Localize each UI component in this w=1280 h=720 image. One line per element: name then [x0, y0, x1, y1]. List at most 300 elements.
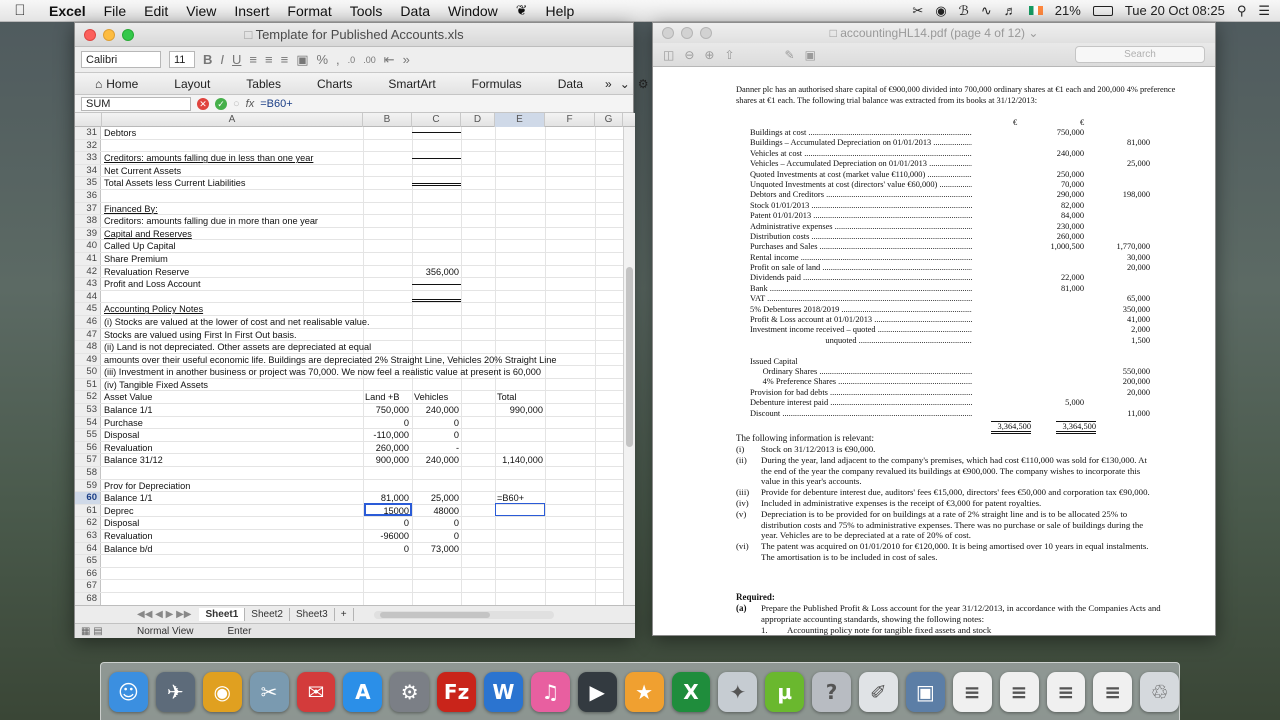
cell-a[interactable]: Revaluation Reserve — [104, 266, 190, 277]
row-header[interactable]: 68 — [75, 593, 101, 605]
trial-balance-row — [750, 159, 1150, 169]
row-header[interactable]: 64 — [75, 543, 101, 555]
row-header[interactable]: 54 — [75, 417, 101, 429]
vertical-scrollbar[interactable] — [623, 127, 635, 605]
trial-balance-row — [750, 252, 1150, 263]
share-icon[interactable]: ⇧ — [724, 47, 735, 62]
table-row — [75, 543, 635, 556]
table-row — [75, 454, 635, 467]
cell-a[interactable]: Accounting Policy Notes — [104, 304, 204, 315]
menu-format[interactable]: Format — [287, 2, 332, 19]
column-header-e[interactable]: E — [495, 113, 545, 127]
info-heading: The following information is relevant: — [736, 433, 874, 443]
menu-view[interactable]: View — [186, 2, 217, 19]
note-text: Stock on 31/12/2013 is €90,000. — [761, 444, 876, 454]
excel-dock-icon[interactable]: X — [672, 672, 711, 712]
cell-b[interactable]: Land +B — [365, 392, 400, 403]
font-name-select[interactable]: Calibri — [81, 51, 161, 68]
indent-icon[interactable]: ⇤ — [383, 51, 395, 67]
currency-icon[interactable]: ▣ — [296, 51, 309, 67]
utorrent-dock-icon[interactable]: µ — [765, 672, 804, 712]
cell-a[interactable]: Profit and Loss Account — [104, 279, 201, 290]
tab-data[interactable]: Data — [557, 76, 584, 91]
trial-balance-label: Profit on sale of land ..... — [750, 263, 972, 273]
table-row — [75, 152, 635, 165]
column-header-a[interactable]: A — [102, 113, 363, 127]
table-row — [75, 341, 635, 354]
note-item — [736, 487, 1156, 498]
sheet-tab-2[interactable]: Sheet2 — [245, 608, 290, 621]
italic-icon[interactable]: I — [220, 52, 225, 67]
trial-balance-label: 5% Debentures 2018/2019 ..... — [750, 305, 972, 315]
trial-balance-label: Patent 01/01/2013 ..... — [750, 211, 972, 221]
bluetooth-icon[interactable]: ℬ — [958, 2, 969, 18]
trial-balance-cr: 1,500 — [1131, 335, 1150, 345]
status-mode: Enter — [227, 625, 252, 637]
doc-stack-1-dock-icon[interactable]: ≡ — [953, 672, 992, 712]
preview-titlebar — [653, 23, 1215, 43]
view-toggle-icons[interactable]: ▦ ▤ — [81, 625, 103, 637]
cell-a[interactable]: Balance 1/1 — [104, 405, 153, 416]
cell-c[interactable]: 240,000 — [425, 405, 459, 416]
row-header[interactable]: 49 — [75, 354, 101, 366]
column-header-f[interactable]: F — [545, 113, 595, 127]
trial-balance-cr: 25,000 — [1126, 159, 1150, 169]
note-text: The patent was acquired on 01/01/2010 for €120,000. It is being amortised over 10 years in equal instalments. The amortisation is to be included in cost of sales. — [761, 541, 1149, 562]
table-row — [75, 303, 635, 316]
trial-balance-dr: 22,000 — [1060, 273, 1084, 283]
align-center-icon[interactable]: ≡ — [265, 52, 273, 67]
row-header[interactable]: 42 — [75, 266, 101, 278]
underline-icon[interactable]: U — [232, 52, 242, 67]
cell-a[interactable]: Stocks are valued using First In First Out basis. — [104, 329, 297, 340]
decrease-decimal-icon[interactable]: .00 — [363, 54, 376, 65]
table-row — [75, 417, 635, 430]
tab-smartart[interactable]: SmartArt — [388, 76, 436, 91]
note-number: (iii) — [736, 487, 750, 498]
table-row — [75, 165, 635, 178]
image-viewer-dock-icon[interactable]: ▣ — [906, 672, 945, 712]
cell-a[interactable]: Debtors — [104, 128, 137, 138]
table-row — [75, 329, 635, 342]
column-header-d[interactable]: D — [461, 113, 495, 127]
note-item — [736, 444, 1156, 455]
trial-balance-dr: 81,000 — [1060, 283, 1084, 293]
doc-stack-3-dock-icon[interactable]: ≡ — [1047, 672, 1086, 712]
row-header[interactable]: 66 — [75, 568, 101, 580]
align-left-icon[interactable]: ≡ — [249, 52, 257, 67]
wireless-dock-icon[interactable]: ✦ — [718, 672, 757, 712]
fx-label[interactable]: fx — [245, 97, 255, 110]
apple-menu-icon[interactable] — [0, 2, 40, 19]
trial-balance-label: Stock 01/01/2013 ..... — [750, 201, 972, 211]
row-header[interactable]: 67 — [75, 580, 101, 592]
table-row — [75, 530, 635, 543]
note-number: (i) — [736, 444, 745, 454]
cell-c[interactable]: 25,000 — [430, 493, 459, 504]
menu-file[interactable]: File — [103, 2, 127, 19]
trial-balance-dr: 290,000 — [1056, 190, 1084, 200]
trial-balance-row — [750, 201, 1110, 211]
chrome-dock-icon[interactable]: ◉ — [203, 672, 242, 712]
table-row — [75, 253, 635, 266]
toolbox-icon[interactable]: ▣ — [804, 47, 816, 62]
cell-b[interactable]: 0 — [403, 518, 409, 529]
cell-e[interactable]: 1,140,000 — [502, 455, 543, 466]
menu-window[interactable]: Window — [448, 2, 498, 19]
row-header[interactable]: 58 — [75, 467, 101, 479]
annotate-icon[interactable]: ✎ — [784, 47, 795, 62]
row-header[interactable]: 62 — [75, 517, 101, 529]
search-input[interactable]: Search — [1075, 46, 1205, 63]
row-header[interactable]: 33 — [75, 152, 101, 164]
spotlight-icon[interactable]: ⚲ — [1236, 2, 1247, 18]
menu-data[interactable]: Data — [400, 2, 430, 19]
note-text: Provide for debenture interest due, auditors' fees €15,000, directors' fees €50,000 and corporation tax €90,000. — [761, 487, 1150, 498]
table-row — [75, 278, 635, 291]
cell-a[interactable]: Balance 31/12 — [104, 455, 163, 466]
trial-balance-row — [750, 284, 1110, 294]
trial-balance-row — [750, 170, 1110, 180]
cell-a[interactable]: Balance b/d — [104, 543, 153, 554]
percent-icon[interactable]: % — [316, 52, 329, 67]
scissors-icon[interactable]: ✂ — [912, 2, 924, 18]
trial-balance-row — [750, 304, 1150, 315]
app-menu[interactable]: Excel — [49, 2, 86, 19]
table-row — [75, 366, 635, 379]
function-icon[interactable]: ○ — [233, 97, 240, 110]
trial-balance-row — [750, 242, 1150, 252]
trial-balance-row — [750, 346, 1110, 356]
doc-stack-2-dock-icon[interactable]: ≡ — [1000, 672, 1039, 712]
formula-bar — [75, 95, 633, 113]
cell-a[interactable]: Called Up Capital — [104, 241, 176, 252]
ribbon-overflow-icon[interactable]: » — [605, 76, 612, 91]
note-number: (ii) — [736, 454, 747, 465]
trial-balance-label: Provision for bad debts ..... — [750, 388, 972, 398]
cell-a[interactable]: (iv) Tangible Fixed Assets — [104, 379, 208, 390]
finder-dock-icon[interactable]: ☺ — [109, 672, 148, 712]
tab-formulas[interactable]: Formulas — [471, 76, 522, 91]
row-header[interactable]: 48 — [75, 341, 101, 353]
question-intro: Danner plc has an authorised share capital of €900,000 divided into 700,000 ordinary shares at €1 each and 200,000 4% preference shares at €1 each. The following trial balance was extracted from its books at 31/12/2013: — [736, 85, 1176, 105]
add-sheet-button[interactable]: + — [335, 608, 354, 621]
tab-home[interactable]: Home — [106, 76, 139, 91]
table-row — [75, 492, 635, 505]
trial-balance-row — [750, 222, 1110, 232]
trial-balance-row — [750, 408, 1150, 419]
selected-cell-b60[interactable] — [364, 503, 412, 516]
row-header[interactable]: 37 — [75, 203, 101, 215]
row-header[interactable]: 52 — [75, 391, 101, 403]
table-row — [75, 480, 635, 493]
trial-balance-cr: 550,000 — [1122, 366, 1150, 376]
zoom-in-icon[interactable]: ⊕ — [704, 47, 715, 62]
cell-b[interactable]: 750,000 — [375, 405, 409, 416]
cell-b[interactable]: -96000 — [380, 531, 409, 541]
trial-balance-cr: 198,000 — [1122, 190, 1150, 200]
menu-insert[interactable]: Insert — [234, 2, 270, 19]
trial-balance-row — [750, 294, 1150, 304]
itunes-dock-icon[interactable]: ♫ — [531, 672, 570, 712]
row-header[interactable]: 53 — [75, 404, 101, 416]
trial-balance-label: Quoted Investments at cost (market value €110,000) ..... — [750, 170, 972, 180]
cell-c[interactable]: 240,000 — [425, 455, 459, 466]
menu-tools[interactable]: Tools — [349, 2, 383, 19]
cell-c[interactable]: 73,000 — [430, 543, 459, 554]
menu-help[interactable]: Help — [545, 2, 575, 19]
battery-icon — [1093, 6, 1113, 16]
trial-balance-row — [750, 180, 1110, 190]
row-header[interactable]: 60 — [75, 492, 101, 504]
note-text: Included in administrative expenses is the receipt of €3,000 for patent royalties. — [761, 497, 1042, 508]
chevron-down-icon[interactable]: ⌄ — [1028, 26, 1039, 40]
row-header[interactable]: 34 — [75, 165, 101, 177]
horizontal-scroll-thumb[interactable] — [380, 612, 490, 618]
flag-icon[interactable] — [1029, 6, 1043, 15]
cell-a[interactable]: Prov for Depreciation — [104, 480, 191, 491]
trial-balance-label: Rental income ..... — [750, 253, 972, 263]
table-row — [75, 505, 635, 518]
cell-a[interactable]: Net Current Assets — [104, 165, 182, 176]
cell-a[interactable]: Deprec — [104, 505, 134, 516]
tab-charts[interactable]: Charts — [316, 76, 353, 91]
font-size-select[interactable]: 11 — [169, 51, 195, 68]
cell-e[interactable]: Total — [497, 392, 517, 403]
script-menu-icon[interactable]: ❦ — [515, 2, 528, 18]
trial-balance-label: Vehicles – Accumulated Depreciation on 01/01/2013 ..... — [750, 159, 972, 169]
cell-a[interactable]: Capital and Reserves — [104, 228, 192, 239]
name-box[interactable]: SUM — [81, 97, 191, 111]
camera-icon[interactable]: ◉ — [935, 2, 947, 18]
cell-c[interactable]: 356,000 — [425, 266, 459, 277]
trial-balance-label: Bank ..... — [750, 284, 972, 294]
cell-b[interactable]: -110,000 — [373, 430, 409, 441]
tab-tables[interactable]: Tables — [246, 76, 281, 91]
cell-a[interactable]: Balance 1/1 — [104, 493, 153, 504]
row-header[interactable]: 40 — [75, 240, 101, 252]
row-header[interactable]: 38 — [75, 215, 101, 227]
column-header-row — [75, 113, 635, 127]
required-a: Prepare the Published Profit & Loss account for the year 31/12/2013, in accordance with the Companies Acts and appropriate accounting standards, showing the following notes: — [761, 603, 1161, 624]
cell-a[interactable]: (i) Stocks are valued at the lower of cost and net realisable value. — [104, 316, 370, 327]
pdf-icon: □ — [829, 26, 837, 40]
trial-balance-label: Purchases and Sales ..... — [750, 242, 972, 252]
row-header[interactable]: 47 — [75, 329, 101, 341]
note-number: (vi) — [736, 541, 749, 552]
row-header[interactable]: 57 — [75, 454, 101, 466]
row-header[interactable]: 63 — [75, 530, 101, 542]
cell-b[interactable]: 81,000 — [380, 493, 409, 504]
help-dock-icon[interactable]: ? — [812, 672, 851, 712]
menu-edit[interactable]: Edit — [144, 2, 169, 19]
cell-a[interactable]: Disposal — [104, 518, 140, 529]
document-icon: □ — [244, 27, 253, 42]
status-bar — [75, 623, 635, 638]
sheet-nav-arrows-icon[interactable]: ◀◀ ◀ ▶ ▶▶ — [137, 609, 192, 620]
bold-icon[interactable]: B — [203, 52, 213, 67]
scroll-thumb[interactable] — [626, 267, 633, 447]
currency-header-cr: € — [1080, 118, 1085, 127]
battery-text[interactable]: 21% — [1054, 3, 1081, 18]
trial-balance-cr: 20,000 — [1126, 263, 1150, 273]
cell-b[interactable]: 900,000 — [375, 455, 409, 466]
row-header[interactable]: 61 — [75, 505, 101, 517]
cell-a[interactable]: Creditors: amounts falling due in less than one year — [104, 153, 314, 164]
wifi-icon[interactable]: ∿ — [980, 2, 992, 18]
cell-c[interactable]: 0 — [453, 430, 459, 441]
trial-balance-label: Debenture interest paid ..... — [750, 398, 972, 408]
cell-border — [412, 299, 461, 300]
cell-border — [412, 158, 461, 159]
cell-a[interactable]: (iii) Investment in another business or project was 70,000. We now feel a realistic value at present is 60,000 — [104, 367, 541, 378]
cell-e[interactable]: 990,000 — [509, 405, 543, 416]
active-cell-e60[interactable] — [495, 503, 545, 516]
cell-a[interactable]: Revaluation — [104, 531, 153, 541]
cell-b[interactable]: 0 — [403, 417, 409, 428]
script-editor-dock-icon[interactable]: ✐ — [859, 672, 898, 712]
volume-icon[interactable]: ♬ — [1003, 3, 1017, 18]
cell-a[interactable]: Revaluation — [104, 442, 153, 453]
trial-balance-cr: 41,000 — [1126, 315, 1150, 325]
row-header[interactable]: 46 — [75, 316, 101, 328]
cell-a[interactable]: Creditors: amounts falling due in more than one year — [104, 216, 318, 227]
row-header[interactable]: 39 — [75, 228, 101, 240]
formula-input[interactable]: =B60+ — [260, 97, 293, 110]
gear-icon[interactable]: ⚙ — [637, 76, 649, 91]
cell-a[interactable]: Total Assets less Current Liabilities — [104, 178, 246, 189]
row-header[interactable]: 32 — [75, 140, 101, 152]
cell-c[interactable]: 0 — [453, 518, 459, 529]
trial-balance-dr: 230,000 — [1056, 221, 1084, 231]
trial-balance-row — [750, 211, 1110, 221]
select-all-corner[interactable] — [75, 113, 102, 127]
row-header[interactable]: 43 — [75, 278, 101, 290]
clock[interactable]: Tue 20 Oct 08:25 — [1124, 3, 1225, 18]
cell-a[interactable]: (ii) Land is not depreciated. Other assets are depreciated at equal — [104, 342, 372, 353]
cell-c[interactable]: 0 — [453, 531, 459, 541]
column-header-b[interactable]: B — [363, 113, 412, 127]
cell-c[interactable]: - — [455, 442, 459, 453]
table-row — [75, 517, 635, 530]
row-header[interactable]: 51 — [75, 379, 101, 391]
preview-dock-icon[interactable]: ✂ — [250, 672, 289, 712]
toolbar-overflow-icon[interactable]: » — [402, 52, 410, 67]
row-header[interactable]: 56 — [75, 442, 101, 454]
ribbon-collapse-icon[interactable]: ⌄ — [619, 76, 630, 91]
cell-a[interactable]: Purchase — [104, 417, 143, 428]
trash-dock-icon[interactable]: ♲ — [1140, 672, 1179, 712]
scratch-dock-icon[interactable]: ★ — [625, 672, 664, 712]
cell-b[interactable]: 260,000 — [375, 442, 409, 453]
align-right-icon[interactable]: ≡ — [280, 52, 289, 67]
movie-dock-icon[interactable]: ▶ — [578, 672, 617, 712]
cell-b[interactable]: 0 — [403, 543, 409, 554]
column-header-g[interactable]: G — [595, 113, 623, 127]
row-header[interactable]: 59 — [75, 480, 101, 492]
comma-icon[interactable]: , — [336, 52, 340, 67]
home-icon: ⌂ — [95, 76, 103, 91]
notification-center-icon[interactable]: ☰ — [1258, 2, 1270, 18]
row-header[interactable]: 36 — [75, 190, 101, 202]
cell-a[interactable]: amounts over their useful economic life. Buildings are depreciated 2% Straight Line, Vehicles 20% Straight Line — [104, 354, 557, 365]
table-row — [75, 568, 635, 581]
sidebar-toggle-icon[interactable]: ◫ — [663, 47, 675, 62]
trial-balance-label: Investment income received – quoted ..... — [750, 325, 972, 335]
column-header-c[interactable]: C — [412, 113, 461, 127]
trial-balance-row — [750, 387, 1150, 398]
cell-c[interactable]: 48000 — [433, 505, 459, 516]
trial-balance-label: Profit & Loss account at 01/01/2013 ..... — [750, 315, 972, 325]
trial-balance-dr: 250,000 — [1056, 169, 1084, 179]
trial-balance-label: Discount ..... — [750, 409, 972, 419]
trial-balance-dr: 5,000 — [1065, 398, 1084, 408]
horizontal-scrollbar[interactable] — [374, 611, 554, 619]
table-row — [75, 316, 635, 329]
sheet-tab-3[interactable]: Sheet3 — [290, 608, 335, 621]
trial-balance-row — [750, 263, 1150, 273]
row-header[interactable]: 45 — [75, 303, 101, 315]
accept-icon[interactable]: ✓ — [215, 98, 227, 110]
row-header[interactable]: 35 — [75, 177, 101, 189]
trial-balance-label: VAT ..... — [750, 294, 972, 304]
mail-dock-icon[interactable]: ✉ — [297, 672, 336, 712]
trial-balance-cr: 350,000 — [1122, 304, 1150, 314]
row-header[interactable]: 31 — [75, 127, 101, 139]
cell-a[interactable]: Asset Value — [104, 392, 153, 403]
app-store-dock-icon[interactable]: A — [343, 672, 382, 712]
trial-balance-cr: 30,000 — [1126, 252, 1150, 262]
word-dock-icon[interactable]: W — [484, 672, 523, 712]
system-preferences-dock-icon[interactable]: ⚙ — [390, 672, 429, 712]
sheet-rows — [75, 127, 635, 605]
note-text: Depreciation is to be provided for on buildings at a rate of 2% straight line and is to be allocated 25% to distribution costs and 75% to administrative expenses. There was no purchase or sale of buildings during the year. Vehicles are to be depreciated at a rate of 20% of cost. — [761, 508, 1144, 541]
cell-border — [412, 185, 461, 186]
launchpad-dock-icon[interactable]: ✈ — [156, 672, 195, 712]
table-row — [75, 580, 635, 593]
cell-a[interactable]: Financed By: — [104, 203, 158, 214]
pdf-page — [653, 68, 1215, 636]
trial-balance-row — [750, 138, 1150, 148]
zoom-out-icon[interactable]: ⊖ — [684, 47, 695, 62]
cell-c[interactable]: 0 — [453, 417, 459, 428]
worksheet-grid[interactable] — [75, 113, 635, 605]
cancel-icon[interactable]: ✕ — [197, 98, 209, 110]
preview-window-title: □ accountingHL14.pdf (page 4 of 12) ⌄ — [829, 26, 1039, 40]
doc-stack-4-dock-icon[interactable]: ≡ — [1093, 672, 1132, 712]
sheet-tab-1[interactable]: Sheet1 — [199, 608, 245, 621]
tab-layout[interactable]: Layout — [174, 76, 211, 91]
dock — [100, 662, 1180, 720]
filezilla-dock-icon[interactable]: Fz — [437, 672, 476, 712]
increase-decimal-icon[interactable]: .0 — [347, 54, 356, 65]
row-header[interactable]: 50 — [75, 366, 101, 378]
cell-b[interactable]: 15000 — [383, 505, 409, 516]
row-header[interactable]: 44 — [75, 291, 101, 303]
row-header[interactable]: 55 — [75, 429, 101, 441]
cell-e[interactable]: =B60+ — [497, 493, 525, 504]
trial-balance-dr: 70,000 — [1060, 179, 1084, 189]
cell-a[interactable]: Share Premium — [104, 253, 168, 264]
trial-balance-dr: 82,000 — [1060, 200, 1084, 210]
cell-c[interactable]: Vehicles — [414, 392, 449, 403]
row-header[interactable]: 65 — [75, 555, 101, 567]
table-row — [75, 127, 635, 140]
cell-a[interactable]: Disposal — [104, 430, 140, 441]
row-header[interactable]: 41 — [75, 253, 101, 265]
table-row — [75, 291, 635, 304]
note-number: (iv) — [736, 497, 749, 508]
